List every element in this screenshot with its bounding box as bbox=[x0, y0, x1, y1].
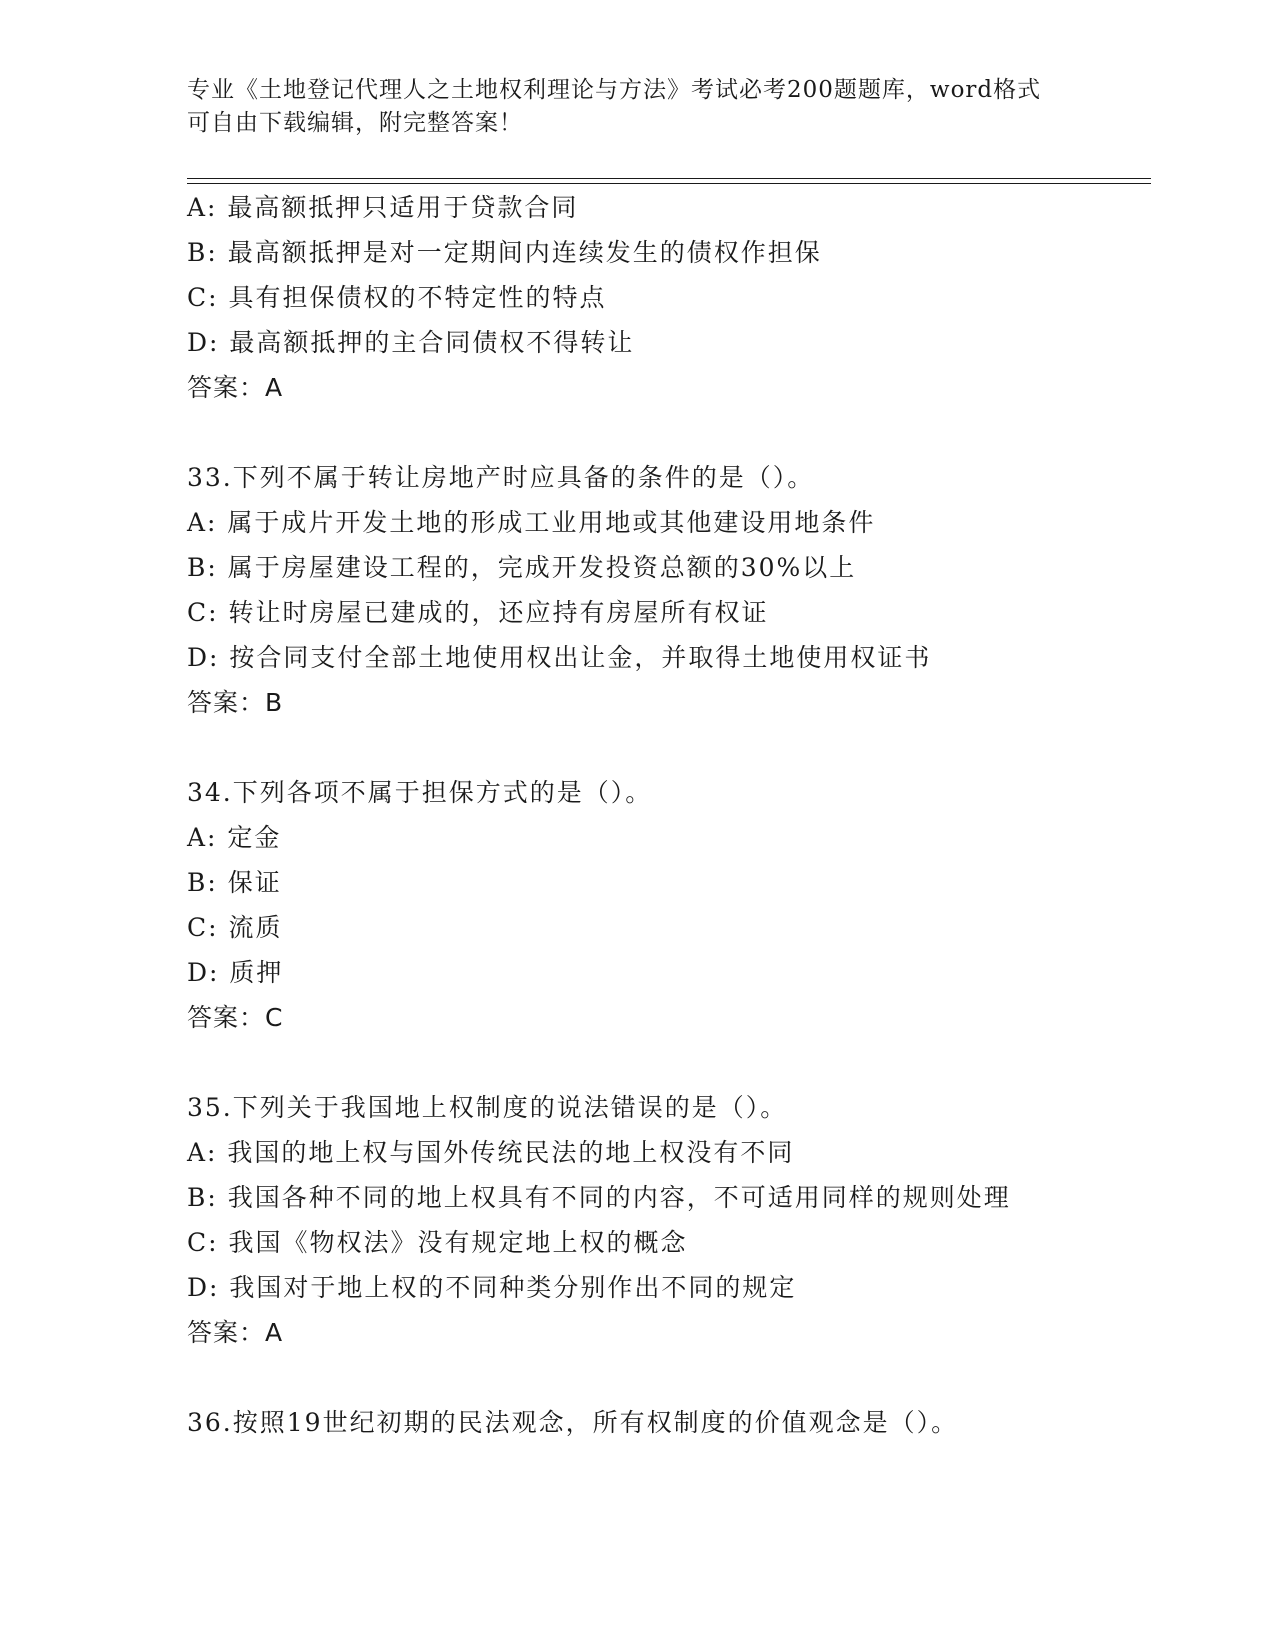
q33-option-a: A: 属于成片开发土地的形成工业用地或其他建设用地条件 bbox=[187, 508, 876, 537]
header-divider-top bbox=[187, 178, 1151, 179]
header-divider-bottom bbox=[187, 183, 1151, 184]
q32-answer: 答案：A bbox=[187, 373, 284, 402]
q35-option-c: C: 我国《物权法》没有规定地上权的概念 bbox=[187, 1228, 688, 1257]
q34-option-a: A: 定金 bbox=[187, 823, 282, 852]
q33-option-b: B: 属于房屋建设工程的，完成开发投资总额的30%以上 bbox=[187, 553, 857, 582]
q33-option-d: D: 按合同支付全部土地使用权出让金，并取得土地使用权证书 bbox=[187, 643, 932, 672]
header-line-1: 专业《土地登记代理人之土地权利理论与方法》考试必考200题题库，word格式 bbox=[187, 77, 1042, 103]
q33-question: 33.下列不属于转让房地产时应具备的条件的是（）。 bbox=[187, 463, 815, 492]
q35-answer: 答案：A bbox=[187, 1318, 284, 1347]
q36-question: 36.按照19世纪初期的民法观念，所有权制度的价值观念是（）。 bbox=[187, 1408, 959, 1437]
q34-question: 34.下列各项不属于担保方式的是（）。 bbox=[187, 778, 653, 807]
q35-option-b: B: 我国各种不同的地上权具有不同的内容，不可适用同样的规则处理 bbox=[187, 1183, 1011, 1212]
q32-option-a: A: 最高额抵押只适用于贷款合同 bbox=[187, 193, 579, 222]
q32-option-c: C: 具有担保债权的不特定性的特点 bbox=[187, 283, 607, 312]
q34-option-c: C: 流质 bbox=[187, 913, 283, 942]
q34-answer: 答案：C bbox=[187, 1003, 284, 1032]
q32-option-d: D: 最高额抵押的主合同债权不得转让 bbox=[187, 328, 635, 357]
q33-answer: 答案：B bbox=[187, 688, 284, 717]
header-line-2: 可自由下载编辑，附完整答案！ bbox=[187, 110, 523, 136]
q35-question: 35.下列关于我国地上权制度的说法错误的是（）。 bbox=[187, 1093, 788, 1122]
document-header bbox=[187, 74, 1067, 140]
q35-option-a: A: 我国的地上权与国外传统民法的地上权没有不同 bbox=[187, 1138, 795, 1167]
q32-option-b: B: 最高额抵押是对一定期间内连续发生的债权作担保 bbox=[187, 238, 822, 267]
q34-option-d: D: 质押 bbox=[187, 958, 284, 987]
q33-option-c: C: 转让时房屋已建成的，还应持有房屋所有权证 bbox=[187, 598, 769, 627]
q35-option-d: D: 我国对于地上权的不同种类分别作出不同的规定 bbox=[187, 1273, 797, 1302]
q34-option-b: B: 保证 bbox=[187, 868, 282, 897]
